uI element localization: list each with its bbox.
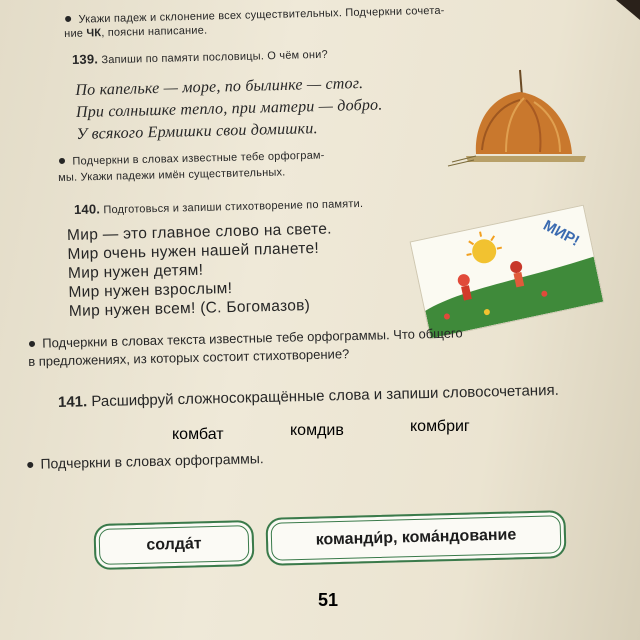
task-line1: Подчеркни в словах текста известные тебе орфограммы. Что общего: [42, 325, 463, 351]
vocab-box-komandir: команди́р, кома́ндование: [265, 510, 566, 566]
word-komdiv: комдив: [290, 422, 344, 439]
poem-line: Мир нужен всем! (С. Богомазов): [68, 297, 311, 320]
poem-line: Мир нужен взрослым!: [68, 279, 233, 301]
word-kombat: комбат: [172, 426, 224, 443]
poem-line: Мир очень нужен нашей планете!: [67, 239, 320, 264]
task-line1: Подчеркни в словах известные тебе орфограм-: [72, 149, 325, 168]
top-task: [64, 0, 625, 40]
exercise-140: [74, 191, 534, 217]
bullet-icon: ●: [63, 9, 73, 26]
task-line2: мы. Укажи падежи имён существительных.: [58, 166, 286, 184]
exercise-instruction: Запиши по памяти пословицы. О чём они?: [101, 48, 329, 67]
top-task-line2-bold: ЧК: [86, 27, 102, 40]
bullet-icon: ●: [25, 455, 35, 472]
poem: [67, 216, 469, 321]
exercise-number: 141.: [57, 393, 88, 411]
exercise-141: [58, 380, 638, 411]
bullet-icon: ●: [27, 334, 37, 352]
exercise-instruction: Расшифруй сложносокращённые слова и запиши словосочетания.: [91, 381, 559, 411]
word-kombrig: комбриг: [410, 418, 470, 435]
exercise-141-task: [26, 445, 466, 472]
poem-line: Мир — это главное слово на свете.: [66, 220, 332, 245]
poem-line: Мир нужен детям!: [67, 261, 204, 282]
page-number: 51: [318, 590, 339, 610]
exercise-139-task: [58, 142, 459, 186]
exercise-139: [72, 41, 512, 67]
top-task-line2-pre: ние: [64, 27, 87, 40]
proverb-line: При солнышке тепло, при матери — добро.: [75, 96, 383, 121]
bullet-icon: ●: [57, 151, 67, 169]
top-task-line1: Укажи падеж и склонение всех существительных. Подчеркни сочета-: [78, 4, 445, 26]
proverbs: [75, 70, 476, 146]
drawing-word: МИР!: [540, 216, 583, 250]
proverb-line: У всякого Ермишки свои домишки.: [76, 120, 318, 143]
exercise-instruction: Подготовься и запиши стихотворение по памяти.: [103, 197, 364, 217]
task-line2: в предложениях, из которых состоит стихотворение?: [28, 346, 350, 369]
exercise-140-task: [28, 319, 629, 371]
exercise-number: 139.: [71, 51, 99, 67]
haystack-illustration: [446, 66, 596, 170]
proverb-line: По капельке — море, по былинке — стог.: [75, 74, 364, 100]
exercise-number: 140.: [73, 201, 101, 217]
top-task-line2-post: , поясни написание.: [101, 24, 208, 40]
vocab-box-soldat: солда́т: [93, 520, 254, 570]
task-line: Подчеркни в словах орфограммы.: [40, 450, 264, 472]
